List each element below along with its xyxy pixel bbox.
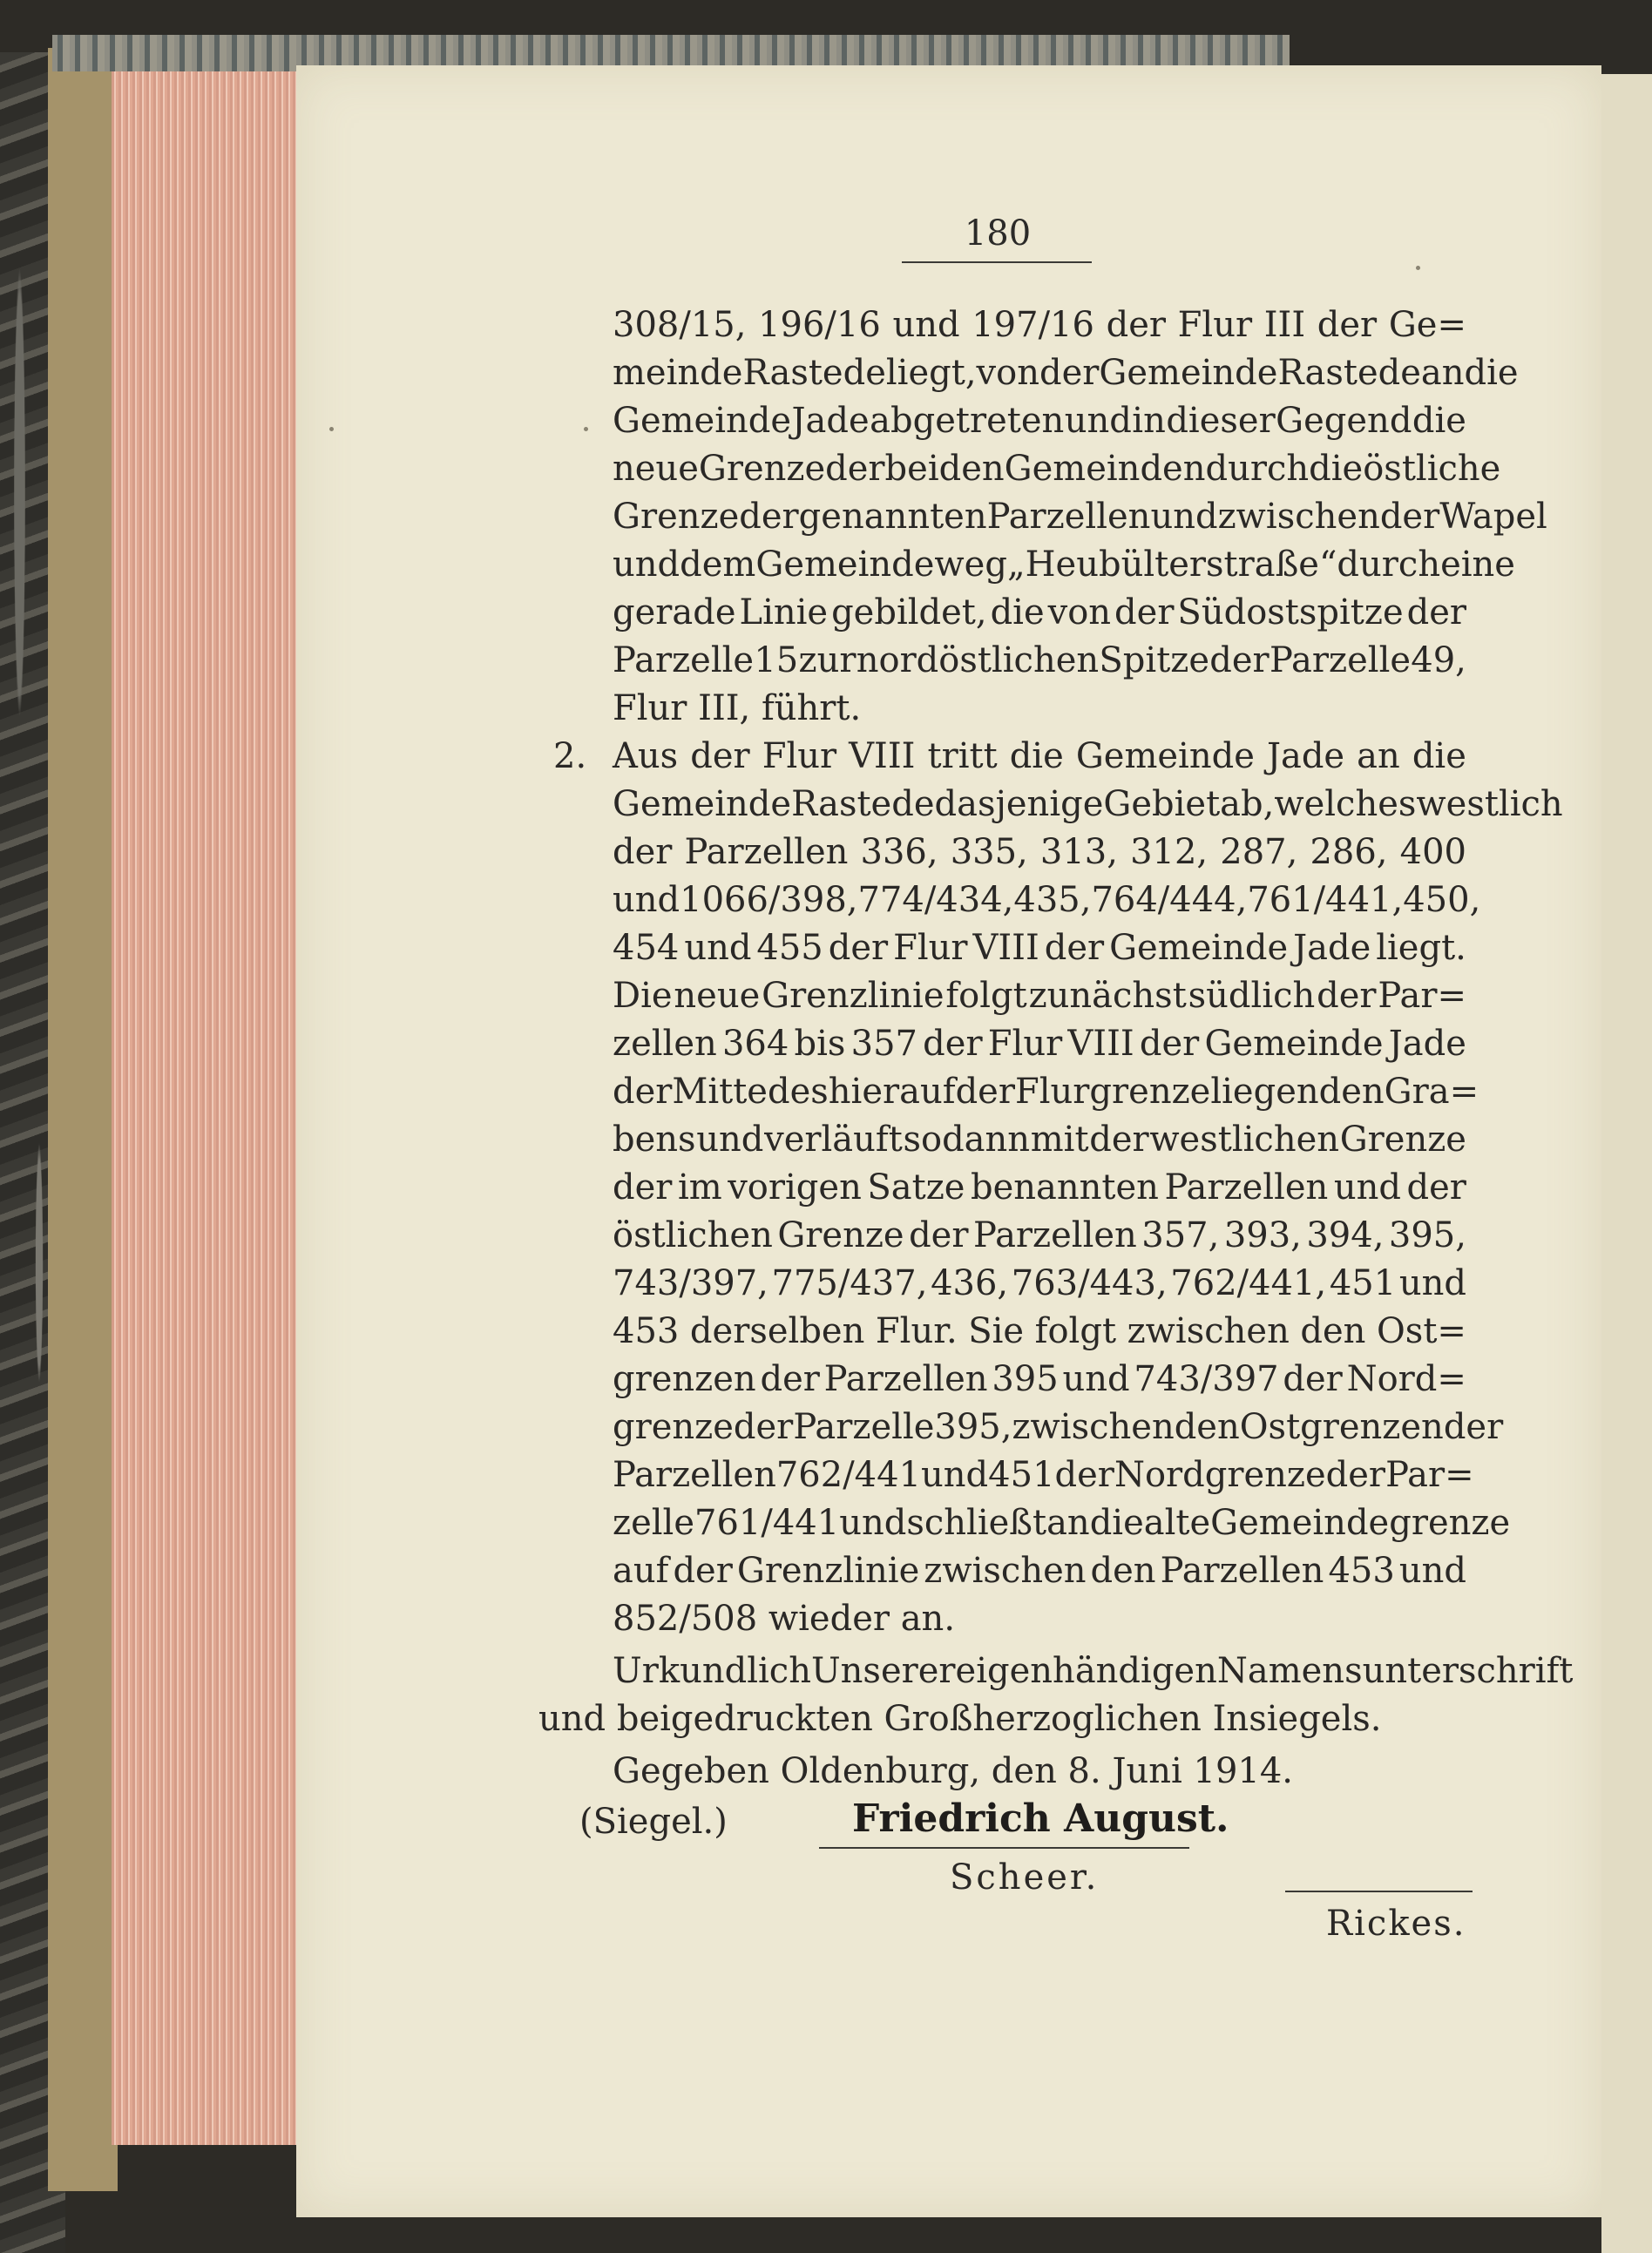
word: 1066/398, bbox=[680, 880, 858, 920]
countersignature-scheer: Scheer. bbox=[950, 1857, 1100, 1898]
word: Flur. bbox=[875, 1311, 958, 1351]
word: 393, bbox=[1223, 1215, 1302, 1255]
item-number: 2. bbox=[553, 736, 587, 776]
word: der bbox=[828, 928, 889, 968]
text-line bbox=[613, 1024, 1466, 1064]
word: 313, bbox=[1039, 832, 1118, 872]
word: Linie bbox=[739, 592, 829, 633]
facing-page-edge bbox=[1601, 74, 1652, 2253]
word: der bbox=[760, 1359, 820, 1399]
word: Grenze bbox=[777, 1215, 904, 1255]
word: Gemeinden bbox=[1004, 449, 1206, 489]
word: in bbox=[1132, 401, 1166, 441]
word: Gemeinde bbox=[1075, 736, 1255, 776]
word: mit bbox=[1030, 1120, 1089, 1160]
text-line bbox=[613, 592, 1466, 633]
word: folgt bbox=[945, 976, 1027, 1016]
word: die bbox=[1412, 401, 1466, 441]
word: der bbox=[1106, 305, 1167, 345]
word: 394, bbox=[1306, 1215, 1385, 1255]
word: beiden bbox=[884, 449, 1005, 489]
word: westlich bbox=[1416, 784, 1563, 824]
word: liegt, bbox=[885, 353, 977, 393]
word: Nordgrenze bbox=[1114, 1455, 1326, 1495]
text-line bbox=[613, 497, 1547, 537]
word: westlichen bbox=[1149, 1120, 1340, 1160]
word: 197/16 bbox=[972, 305, 1094, 345]
word: meinde bbox=[613, 353, 743, 393]
word: und bbox=[613, 880, 680, 920]
word: 453 bbox=[613, 1311, 680, 1351]
page-edges bbox=[112, 71, 299, 2145]
word: der bbox=[923, 1024, 983, 1064]
word: 400 bbox=[1399, 832, 1466, 872]
word: und bbox=[892, 305, 960, 345]
word: und bbox=[1398, 1263, 1466, 1303]
text-line bbox=[613, 401, 1466, 441]
word: Grenze bbox=[613, 497, 740, 537]
word: Jade bbox=[1266, 736, 1345, 776]
signature-rule bbox=[819, 1847, 1189, 1849]
word: und bbox=[1062, 1359, 1130, 1399]
word: der bbox=[690, 736, 750, 776]
word: der bbox=[1283, 1359, 1343, 1399]
word: an bbox=[1357, 736, 1400, 776]
word: der bbox=[1406, 592, 1466, 633]
text-line bbox=[613, 449, 1501, 489]
word: 761/441, bbox=[1247, 880, 1404, 920]
text-line bbox=[613, 305, 1466, 345]
word: Par= bbox=[1385, 1455, 1474, 1495]
word: 454 bbox=[613, 928, 680, 968]
word: Parzellen bbox=[1160, 1551, 1324, 1591]
word: durch bbox=[1337, 545, 1441, 585]
text-line bbox=[613, 928, 1466, 968]
word: eigenhändigen bbox=[955, 1651, 1217, 1691]
word: VIII bbox=[1067, 1024, 1134, 1064]
text-line: 852/508 wieder an. bbox=[613, 1599, 956, 1639]
seal-label: (Siegel.) bbox=[579, 1802, 728, 1842]
word: und bbox=[1064, 401, 1132, 441]
text-line bbox=[613, 1551, 1466, 1591]
word: 435, bbox=[1013, 880, 1092, 920]
paper-speck bbox=[329, 427, 334, 431]
word: Grenzlinie bbox=[736, 1551, 920, 1591]
word: der bbox=[1054, 1455, 1114, 1495]
word: der bbox=[733, 1407, 794, 1447]
word: 762/441 bbox=[775, 1455, 922, 1495]
word: Flur bbox=[893, 928, 968, 968]
word: 763/443, bbox=[1011, 1263, 1168, 1303]
word: Gemeinde bbox=[613, 401, 792, 441]
word: 308/15, bbox=[613, 305, 747, 345]
word: östlichen bbox=[613, 1215, 773, 1255]
word: von bbox=[1047, 592, 1112, 633]
word: Gemeinde bbox=[613, 784, 792, 824]
countersignature-rule bbox=[1285, 1891, 1473, 1892]
word: 395 bbox=[992, 1359, 1059, 1399]
word: 436, bbox=[931, 1263, 1009, 1303]
word: der bbox=[955, 1072, 1015, 1112]
word: Jade bbox=[1388, 1024, 1466, 1064]
word: eine bbox=[1440, 545, 1515, 585]
word: an bbox=[1420, 353, 1465, 393]
word: Sie bbox=[968, 1311, 1025, 1351]
word: sodann bbox=[903, 1120, 1031, 1160]
word: die bbox=[1412, 736, 1466, 776]
word: Aus bbox=[613, 736, 679, 776]
word: dasjenige bbox=[934, 784, 1104, 824]
word: Flur bbox=[987, 1024, 1063, 1064]
closing-line bbox=[613, 1651, 1574, 1691]
text-line bbox=[613, 545, 1515, 585]
word: alte bbox=[1143, 1503, 1211, 1543]
word: Gebiet bbox=[1103, 784, 1221, 824]
word: die bbox=[1089, 1503, 1144, 1543]
word: 743/397, bbox=[613, 1263, 768, 1303]
word: Flur bbox=[762, 736, 837, 776]
word: im bbox=[677, 1167, 722, 1208]
text-line bbox=[613, 976, 1466, 1016]
word: Parzellen bbox=[1164, 1167, 1329, 1208]
paper-speck bbox=[584, 427, 588, 431]
word: 15 bbox=[754, 640, 799, 680]
word: folgt bbox=[1034, 1311, 1117, 1351]
word: Ge= bbox=[1388, 305, 1466, 345]
word: verläuft bbox=[764, 1120, 903, 1160]
word: Jade bbox=[1293, 928, 1371, 968]
word: auf bbox=[899, 1072, 956, 1112]
word: zwischen bbox=[924, 1551, 1087, 1591]
word: 451 bbox=[1329, 1263, 1397, 1303]
text-line: Flur III, führt. bbox=[613, 688, 862, 728]
word: Par= bbox=[1378, 976, 1466, 1016]
word: gerade bbox=[613, 592, 736, 633]
page-number: 180 bbox=[964, 213, 1032, 254]
word: Parzellen bbox=[823, 1359, 988, 1399]
text-line bbox=[613, 1120, 1466, 1160]
word: der bbox=[1114, 592, 1175, 633]
word: an bbox=[1046, 1503, 1090, 1543]
header-rule bbox=[902, 261, 1092, 263]
word: 743/397 bbox=[1134, 1359, 1279, 1399]
word: Rastede bbox=[742, 353, 886, 393]
word: die bbox=[990, 592, 1045, 633]
word: der bbox=[1044, 928, 1105, 968]
word: Satze bbox=[867, 1167, 965, 1208]
word: Jade bbox=[791, 401, 870, 441]
word: VIII bbox=[972, 928, 1039, 968]
word: Flur bbox=[1177, 305, 1253, 345]
word: der bbox=[613, 1072, 673, 1112]
word: der bbox=[1209, 640, 1269, 680]
word: 336, bbox=[860, 832, 938, 872]
word: ab, bbox=[1220, 784, 1275, 824]
word: der bbox=[1039, 353, 1100, 393]
word: Ostgrenzen bbox=[1239, 1407, 1444, 1447]
word: und bbox=[1150, 497, 1218, 537]
word: des bbox=[767, 1072, 829, 1112]
word: und bbox=[1398, 1551, 1466, 1591]
text-line bbox=[613, 353, 1519, 393]
word: der bbox=[1139, 1024, 1200, 1064]
word: und bbox=[696, 1120, 764, 1160]
word: und bbox=[1333, 1167, 1401, 1208]
word: der bbox=[825, 449, 885, 489]
word: Grenze bbox=[1339, 1120, 1466, 1160]
word: 357, bbox=[1141, 1215, 1220, 1255]
word: schließt bbox=[906, 1503, 1047, 1543]
date-line: Gegeben Oldenburg, den 8. Juni 1914. bbox=[613, 1751, 1294, 1791]
word: 286, bbox=[1310, 832, 1388, 872]
word: zwischen bbox=[1012, 1407, 1175, 1447]
word: zur bbox=[798, 640, 856, 680]
word: 357 bbox=[850, 1024, 917, 1064]
word: Gemeinde bbox=[1099, 353, 1278, 393]
word: der bbox=[613, 832, 673, 872]
word: die bbox=[1464, 353, 1519, 393]
word: gebildet, bbox=[831, 592, 987, 633]
word: den bbox=[1090, 1551, 1156, 1591]
word: Namensunterschrift bbox=[1216, 1651, 1574, 1691]
word: Mitte bbox=[672, 1072, 768, 1112]
word: der bbox=[1443, 1407, 1504, 1447]
word: der bbox=[1325, 1455, 1386, 1495]
word: den bbox=[1300, 1311, 1366, 1351]
word: zunächst bbox=[1028, 976, 1187, 1016]
word: 775/437, bbox=[771, 1263, 928, 1303]
word: grenze bbox=[613, 1407, 734, 1447]
word: 450, bbox=[1403, 880, 1481, 920]
word: die bbox=[1309, 449, 1364, 489]
word: Gemeinde bbox=[1204, 1024, 1384, 1064]
word: 395, bbox=[1388, 1215, 1466, 1255]
word: Rastede bbox=[1277, 353, 1421, 393]
word: nordöstlichen bbox=[856, 640, 1100, 680]
word: liegenden bbox=[1210, 1072, 1385, 1112]
word: Parzellen bbox=[684, 832, 849, 872]
word: durch bbox=[1205, 449, 1310, 489]
word: Gemeinde bbox=[1109, 928, 1289, 968]
text-line bbox=[613, 880, 1481, 920]
word: 761/441 bbox=[694, 1503, 840, 1543]
text-line bbox=[613, 1167, 1466, 1208]
text-line bbox=[613, 784, 1563, 824]
word: tritt bbox=[927, 736, 998, 776]
word: bis bbox=[794, 1024, 846, 1064]
word: den bbox=[1174, 1407, 1240, 1447]
word: zwischen bbox=[1127, 1311, 1290, 1351]
word: neue bbox=[674, 976, 761, 1016]
word: liegt. bbox=[1376, 928, 1466, 968]
closing-line: und beigedruckten Großherzoglichen Insiegels. bbox=[538, 1699, 1382, 1739]
word: 287, bbox=[1220, 832, 1298, 872]
word: Parzelle bbox=[1269, 640, 1412, 680]
text-line bbox=[613, 832, 1466, 872]
word: Urkundlich bbox=[613, 1651, 811, 1691]
text-line bbox=[613, 640, 1466, 680]
word: Rastede bbox=[791, 784, 935, 824]
word: Parzelle bbox=[793, 1407, 935, 1447]
word: 196/16 bbox=[758, 305, 881, 345]
word: Ost= bbox=[1377, 1311, 1466, 1351]
word: und bbox=[921, 1455, 989, 1495]
word: Die bbox=[613, 976, 673, 1016]
word: VIII bbox=[849, 736, 916, 776]
text-line bbox=[613, 1072, 1479, 1112]
word: grenzen bbox=[613, 1359, 756, 1399]
word: III bbox=[1263, 305, 1306, 345]
text-line bbox=[613, 1455, 1474, 1495]
word: 764/444, bbox=[1091, 880, 1248, 920]
word: Flurgrenze bbox=[1014, 1072, 1211, 1112]
word: Grenze bbox=[698, 449, 826, 489]
book-spine-cloth bbox=[48, 48, 118, 2191]
word: Südostspitze bbox=[1177, 592, 1404, 633]
word: Wapel bbox=[1439, 497, 1547, 537]
word: benannten bbox=[970, 1167, 1159, 1208]
word: Nord= bbox=[1346, 1359, 1466, 1399]
word: Parzellen bbox=[613, 1455, 776, 1495]
text-line bbox=[613, 1263, 1466, 1303]
text-line bbox=[613, 1503, 1511, 1543]
word: und bbox=[839, 1503, 907, 1543]
word: östliche bbox=[1363, 449, 1501, 489]
word: dem bbox=[680, 545, 756, 585]
word: 451 bbox=[988, 1455, 1055, 1495]
paper-speck bbox=[1416, 266, 1420, 270]
word: der bbox=[1406, 1167, 1466, 1208]
word: derselben bbox=[689, 1311, 865, 1351]
word: Gra= bbox=[1384, 1072, 1479, 1112]
word: 762/441, bbox=[1170, 1263, 1327, 1303]
word: Grenzlinie bbox=[762, 976, 944, 1016]
word: bens bbox=[613, 1120, 696, 1160]
word: 312, bbox=[1130, 832, 1209, 872]
word: „Heubülterstraße“ bbox=[1006, 545, 1337, 585]
word: Parzellen bbox=[986, 497, 1151, 537]
word: der bbox=[1379, 497, 1440, 537]
word: zelle bbox=[613, 1503, 695, 1543]
word: Gemeindegrenze bbox=[1210, 1503, 1511, 1543]
word: abgetreten bbox=[870, 401, 1065, 441]
word: welches bbox=[1274, 784, 1417, 824]
word: südlich bbox=[1188, 976, 1316, 1016]
word: Spitze bbox=[1099, 640, 1210, 680]
word: der bbox=[739, 497, 799, 537]
word: vorigen bbox=[728, 1167, 862, 1208]
word: genannten bbox=[798, 497, 987, 537]
word: 455 bbox=[756, 928, 823, 968]
text-line bbox=[613, 736, 1466, 776]
word: Parzellen bbox=[972, 1215, 1137, 1255]
word: von bbox=[976, 353, 1039, 393]
word: 335, bbox=[950, 832, 1028, 872]
word: 364 bbox=[721, 1024, 789, 1064]
word: der bbox=[1317, 976, 1377, 1016]
word: zellen bbox=[613, 1024, 717, 1064]
word: neue bbox=[613, 449, 699, 489]
word: der bbox=[673, 1551, 733, 1591]
word: und bbox=[613, 545, 680, 585]
text-line bbox=[613, 1311, 1466, 1351]
word: Gegend bbox=[1276, 401, 1412, 441]
word: 395, bbox=[934, 1407, 1012, 1447]
word: und bbox=[684, 928, 752, 968]
word: der bbox=[1089, 1120, 1149, 1160]
word: 453 bbox=[1328, 1551, 1395, 1591]
word: 774/434, bbox=[857, 880, 1014, 920]
word: Unserer bbox=[810, 1651, 956, 1691]
countersignature-rickes: Rickes. bbox=[1326, 1904, 1466, 1944]
text-line bbox=[613, 1215, 1466, 1255]
word: Gemeindeweg bbox=[755, 545, 1007, 585]
word: der bbox=[909, 1215, 969, 1255]
word: hier bbox=[828, 1072, 900, 1112]
word: auf bbox=[613, 1551, 669, 1591]
word: 49, bbox=[1411, 640, 1466, 680]
text-line bbox=[613, 1359, 1466, 1399]
word: zwischen bbox=[1217, 497, 1380, 537]
word: Parzelle bbox=[613, 640, 755, 680]
word: der bbox=[613, 1167, 673, 1208]
signature-main: Friedrich August. bbox=[852, 1796, 1229, 1841]
word: die bbox=[1009, 736, 1064, 776]
word: dieser bbox=[1166, 401, 1276, 441]
word: der bbox=[1317, 305, 1378, 345]
text-line bbox=[613, 1407, 1504, 1447]
